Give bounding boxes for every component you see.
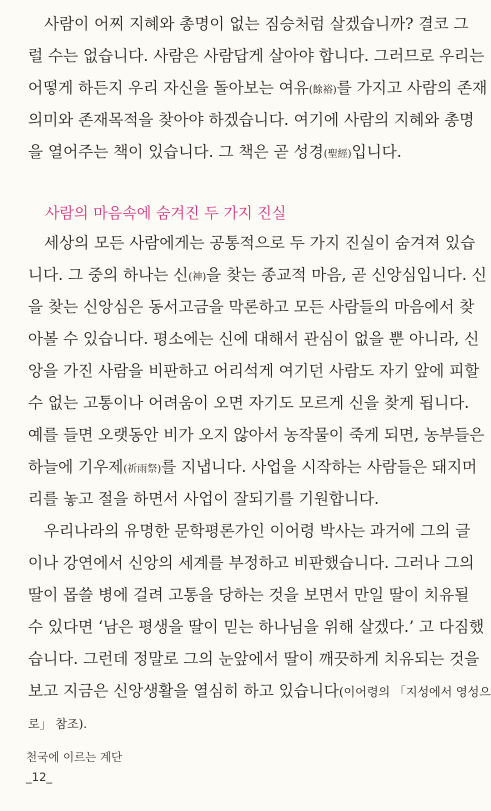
text-line: 니다. 그 중의 하나는 신(神)을 찾는 종교적 마음, 곧 신앙심입니다. 신 [28, 266, 487, 284]
text-line: 아볼 수 있습니다. 평소에는 신에 대해서 관심이 없을 뿐 아니라, 신 [28, 330, 480, 348]
text-line: 을 열어주는 책이 있습니다. 그 책은 곧 성경(聖經)입니다. [28, 143, 402, 161]
text-line: 세상의 모든 사람에게는 공통적으로 두 가지 진실이 숨겨져 있습 [44, 234, 476, 252]
text-line: 리를 놓고 절을 하면서 사업이 잘되기를 기원합니다. [28, 490, 380, 508]
text-line: 딸이 몹쓸 병에 걸려 고통을 당하는 것을 보면서 만일 딸이 치유될 [28, 586, 470, 604]
text-line: 우리나라의 유명한 문학평론가인 이어령 박사는 과거에 그의 글 [44, 522, 471, 540]
page-number: _12_ [26, 770, 53, 784]
text-line: 예를 들면 오랫동안 비가 오지 않아서 농작물이 죽게 되면, 농부들은 [28, 426, 485, 444]
text-line: 을 찾는 신앙심은 동서고금을 막론하고 모든 사람들의 마음에서 찾 [28, 298, 475, 316]
running-footer-title: 천국에 이르는 계단 [26, 750, 123, 764]
text-line: 하늘에 기우제(祈雨祭)를 지냅니다. 사업을 시작하는 사람들은 돼지머 [28, 458, 478, 476]
text-line: 이나 강연에서 신앙의 세계를 부정하고 비판했습니다. 그러나 그의 [28, 554, 475, 572]
text-line: 수 없는 고통이나 어려움이 오면 자기도 모르게 신을 찾게 됩니다. [28, 394, 470, 412]
text-line: 로」 참조). [28, 717, 88, 731]
text-line: 의미와 존재목적을 찾아야 하겠습니다. 여기에 사람의 지혜와 총명 [28, 111, 475, 129]
text-line: 보고 지금은 신앙생활을 열심히 하고 있습니다(이어령의 「지성에서 영성으 [28, 682, 491, 700]
text-line: 수 있다면 ‘남은 평생을 딸이 믿는 하나님을 위해 살겠다.’ 고 다짐했 [28, 618, 485, 636]
paragraph-lee-oryoung [28, 515, 491, 739]
text-line: 앙을 가진 사람을 비판하고 어리석게 여기던 사람도 자기 앞에 피할 [28, 362, 480, 380]
text-line: 럴 수는 없습니다. 사람은 사람답게 살아야 합니다. 그러므로 우리는 [28, 47, 485, 65]
paragraph-two-truths [28, 227, 487, 515]
text-line: 습니다. 그런데 정말로 그의 눈앞에서 딸이 깨끗하게 치유되는 것을 [28, 650, 480, 668]
section-heading: 사람의 마음속에 숨겨진 두 가지 진실 [45, 204, 287, 222]
text-line: 어떻게 하든지 우리 자신을 돌아보는 여유(餘裕)를 가지고 사람의 존재 [28, 79, 488, 97]
paragraph-intro [28, 8, 488, 168]
text-line: 사람이 어찌 지혜와 총명이 없는 짐승처럼 살겠습니까? 결코 그 [44, 15, 469, 33]
